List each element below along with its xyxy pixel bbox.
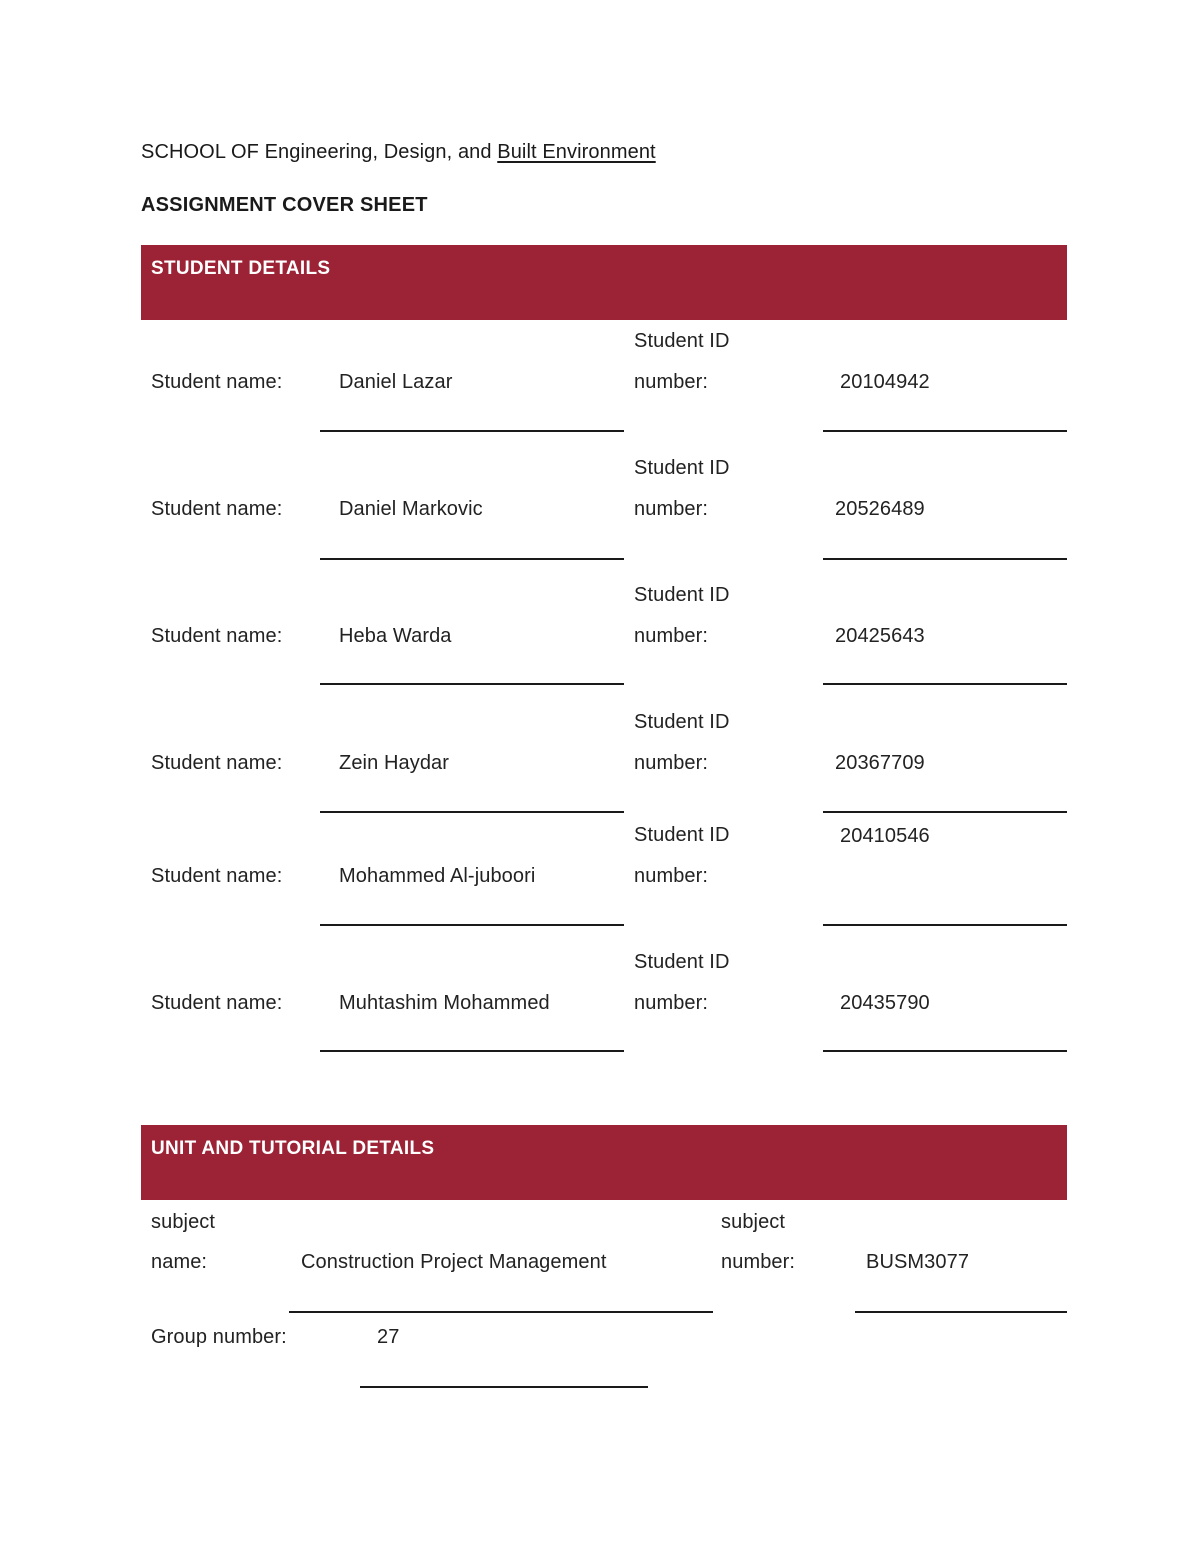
student-name-label: Student name: xyxy=(151,865,283,887)
student-id-line xyxy=(823,924,1067,926)
subject-name-value: Construction Project Management xyxy=(301,1251,607,1273)
student-id-line xyxy=(823,1050,1067,1052)
group-number-value: 27 xyxy=(377,1326,400,1348)
student-name-label: Student name: xyxy=(151,625,283,647)
student-id-value: 20435790 xyxy=(840,992,930,1014)
student-id-label-line1: Student ID xyxy=(634,824,730,846)
school-name-prefix: SCHOOL OF Engineering, Design, and xyxy=(141,141,498,163)
subject-number-value: BUSM3077 xyxy=(866,1251,970,1273)
student-id-label-line2: number: xyxy=(634,625,709,647)
group-number-label: Group number: xyxy=(151,1326,287,1348)
student-name-label: Student name: xyxy=(151,498,283,520)
student-id-line xyxy=(823,683,1067,685)
student-id-label-line1: Student ID xyxy=(634,457,730,479)
student-details-heading: STUDENT DETAILS xyxy=(151,258,331,279)
student-id-label-line2: number: xyxy=(634,992,709,1014)
student-name-value: Heba Warda xyxy=(339,625,452,647)
student-id-value: 20367709 xyxy=(835,752,925,774)
subject-name-label-line1: subject xyxy=(151,1211,216,1233)
student-id-label-line2: number: xyxy=(634,498,709,520)
subject-name-label-line2: name: xyxy=(151,1251,208,1273)
student-details-header xyxy=(141,245,1067,320)
student-name-line xyxy=(320,924,624,926)
student-name-label: Student name: xyxy=(151,992,283,1014)
student-name-line xyxy=(320,1050,624,1052)
subject-name-line xyxy=(289,1311,713,1313)
student-name-value: Daniel Markovic xyxy=(339,498,483,520)
subject-number-label-line1: subject xyxy=(721,1211,786,1233)
student-id-value: 20526489 xyxy=(835,498,925,520)
group-number-line xyxy=(360,1386,648,1388)
student-id-label-line2: number: xyxy=(634,752,709,774)
page-title: ASSIGNMENT COVER SHEET xyxy=(141,194,428,216)
student-name-line xyxy=(320,558,624,560)
student-name-value: Daniel Lazar xyxy=(339,371,453,393)
student-id-value: 20410546 xyxy=(840,825,930,847)
subject-number-line xyxy=(855,1311,1067,1313)
student-name-value: Muhtashim Mohammed xyxy=(339,992,550,1014)
student-id-line xyxy=(823,430,1067,432)
unit-details-heading: UNIT AND TUTORIAL DETAILS xyxy=(151,1138,435,1159)
student-id-line xyxy=(823,558,1067,560)
student-name-line xyxy=(320,811,624,813)
student-id-value: 20425643 xyxy=(835,625,925,647)
student-id-label-line1: Student ID xyxy=(634,330,730,352)
student-id-label-line2: number: xyxy=(634,865,709,887)
student-name-value: Mohammed Al-juboori xyxy=(339,865,536,887)
student-name-value: Zein Haydar xyxy=(339,752,450,774)
school-name xyxy=(141,141,656,164)
student-id-line xyxy=(823,811,1067,813)
subject-number-label-line2: number: xyxy=(721,1251,796,1273)
student-id-label-line1: Student ID xyxy=(634,711,730,733)
student-id-value: 20104942 xyxy=(840,371,930,393)
student-name-line xyxy=(320,430,624,432)
student-id-label-line2: number: xyxy=(634,371,709,393)
school-name-underlined: Built Environment xyxy=(497,141,656,163)
student-id-label-line1: Student ID xyxy=(634,951,730,973)
unit-details-header xyxy=(141,1125,1067,1200)
student-name-line xyxy=(320,683,624,685)
student-name-label: Student name: xyxy=(151,371,283,393)
student-name-label: Student name: xyxy=(151,752,283,774)
student-id-label-line1: Student ID xyxy=(634,584,730,606)
